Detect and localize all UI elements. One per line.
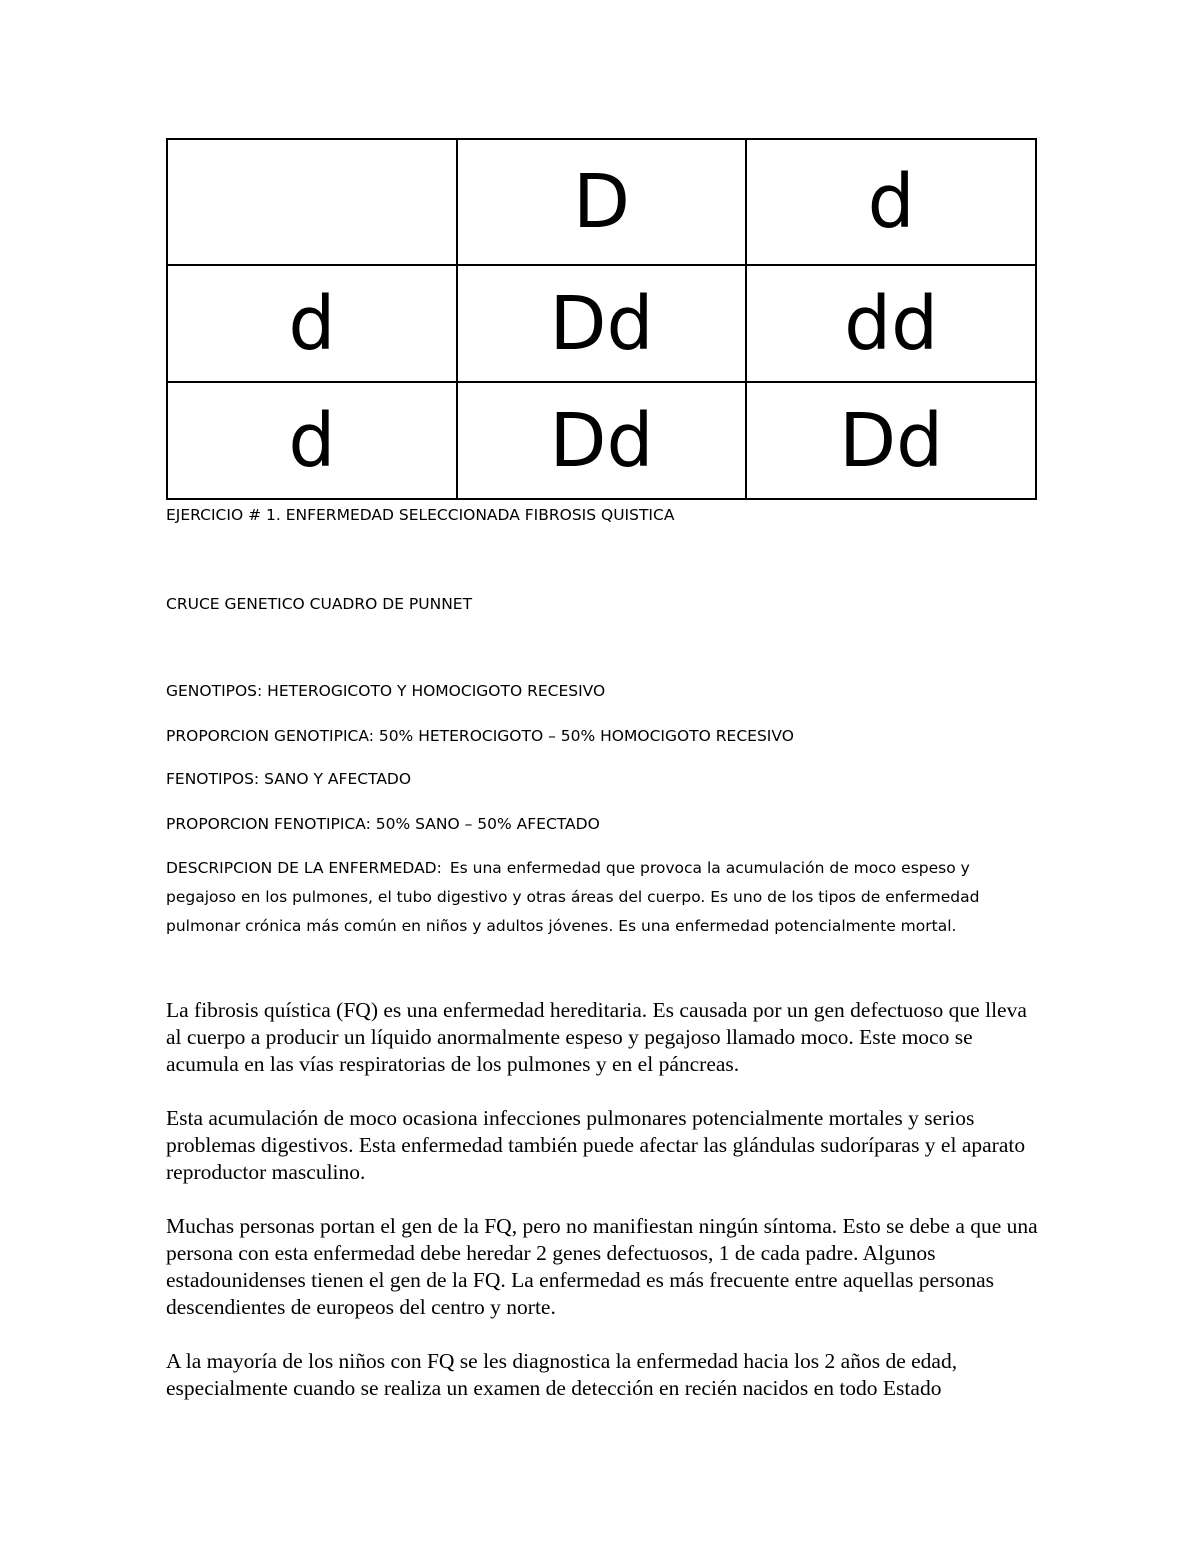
punnett-row xyxy=(167,382,1036,499)
punnett-row xyxy=(167,265,1036,382)
genotypes-line: GENOTIPOS: HETEROGICOTO Y HOMOCIGOTO RECESIVO xyxy=(166,682,606,700)
phenotypes-line: FENOTIPOS: SANO Y AFECTADO xyxy=(166,770,412,788)
punnett-corner-cell xyxy=(167,139,457,265)
punnett-genotype-cell: dd xyxy=(746,265,1036,382)
cross-title: CRUCE GENETICO CUADRO DE PUNNET xyxy=(166,595,473,613)
punnett-row-allele: d xyxy=(167,382,457,499)
exercise-title: EJERCICIO # 1. ENFERMEDAD SELECCIONADA FIBROSIS QUISTICA xyxy=(166,506,675,524)
punnett-header-allele: d xyxy=(746,139,1036,265)
genotypic-ratio-line: PROPORCION GENOTIPICA: 50% HETEROCIGOTO – 50% HOMOCIGOTO RECESIVO xyxy=(166,727,794,745)
punnett-row-allele: d xyxy=(167,265,457,382)
punnett-square xyxy=(166,138,1037,500)
phenotypic-ratio-line: PROPORCION FENOTIPICA: 50% SANO – 50% AFECTADO xyxy=(166,815,600,833)
description-label: DESCRIPCION DE LA ENFERMEDAD: xyxy=(166,859,442,877)
disease-description xyxy=(166,854,1026,941)
punnett-header-row xyxy=(167,139,1036,265)
punnett-genotype-cell: Dd xyxy=(746,382,1036,499)
paragraph: La fibrosis quística (FQ) es una enfermedad hereditaria. Es causada por un gen defectuoso que lleva al cuerpo a producir un líquido anormalmente espeso y pegajoso llamado moco. Este moco se acumula en las vías respiratorias de los pulmones y en el páncreas. xyxy=(166,998,1027,1076)
punnett-genotype-cell: Dd xyxy=(457,265,747,382)
punnett-genotype-cell: Dd xyxy=(457,382,747,499)
punnett-header-allele: D xyxy=(457,139,747,265)
description-text: Es una enfermedad que provoca la acumulación de moco espeso y pegajoso en los pulmones, el tubo digestivo y otras áreas del cuerpo. Es uno de los tipos de enfermedad pulmonar crónica más común en niños y adultos jóvenes. Es una enfermedad potencialmente mortal. xyxy=(166,859,980,935)
paragraph: Esta acumulación de moco ocasiona infecciones pulmonares potencialmente mortales y serios problemas digestivos. Esta enfermedad también puede afectar las glándulas sudoríparas y el aparato reproductor masculino. xyxy=(166,1106,1026,1184)
paragraph: A la mayoría de los niños con FQ se les diagnostica la enfermedad hacia los 2 años de edad, especialmente cuando se realiza un examen de detección en recién nacidos en todo Estado xyxy=(166,1349,958,1400)
paragraph: Muchas personas portan el gen de la FQ, pero no manifiestan ningún síntoma. Esto se debe a que una persona con esta enfermedad debe heredar 2 genes defectuosos, 1 de cada padre. Algunos estadounidenses tienen el gen de la FQ. La enfermedad es más frecuente entre aquellas personas descendientes de europeos del centro y norte. xyxy=(166,1214,1038,1319)
